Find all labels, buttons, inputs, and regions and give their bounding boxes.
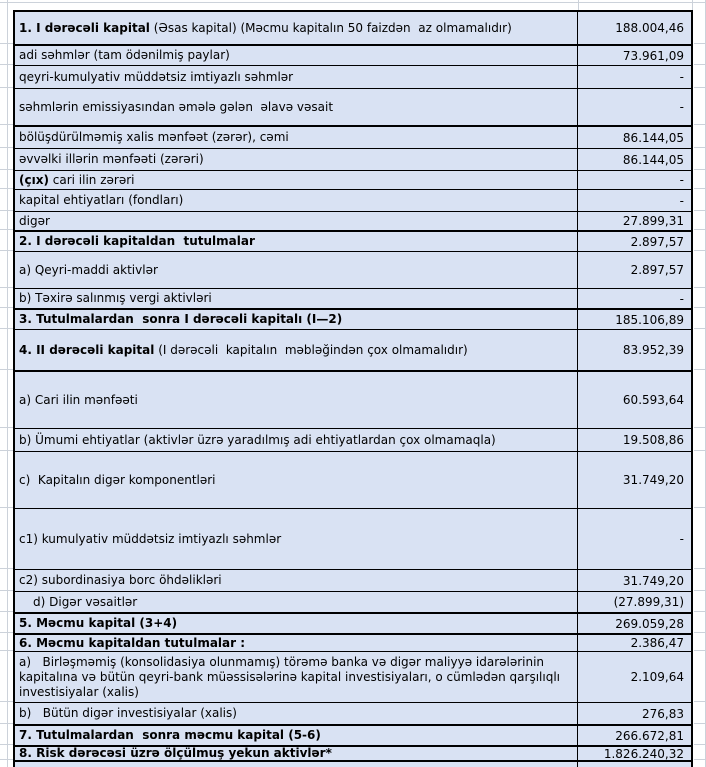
row-label-text xyxy=(19,728,321,743)
row-label[interactable] xyxy=(15,330,578,370)
table-row xyxy=(15,569,691,591)
margin-tick-left xyxy=(0,632,13,633)
gridline-column-divider-above-table xyxy=(578,0,579,10)
row-value[interactable]: 266.672,81 xyxy=(615,728,684,743)
row-label-rest-part: cari ilin zərəri xyxy=(48,172,135,187)
row-label-text xyxy=(19,100,333,115)
margin-tick-right xyxy=(694,210,706,211)
row-label[interactable] xyxy=(15,570,578,591)
row-label-text xyxy=(19,234,255,249)
table-row xyxy=(15,230,691,251)
row-value[interactable]: 1.826.240,32 xyxy=(603,747,684,760)
row-value[interactable]: 269.059,28 xyxy=(615,616,684,631)
row-label-rest-part: bölüşdürülməmiş xalis mənfəət (zərər), cəmi xyxy=(19,130,289,144)
row-value[interactable]: 2.109,64 xyxy=(630,670,684,684)
row-label-bold-part: 6. Məcmu kapitaldan tutulmalar : xyxy=(19,635,246,650)
row-label-rest-part: qeyri-kumulyativ müddətsiz imtiyazlı səhmlər xyxy=(19,69,294,84)
row-value[interactable]: 2.897,57 xyxy=(630,234,684,249)
row-label-text xyxy=(19,343,468,358)
table-row xyxy=(15,44,691,65)
partial-next-row xyxy=(13,762,693,767)
row-label-text xyxy=(19,636,245,651)
row-label-text xyxy=(19,70,293,85)
row-label-text xyxy=(19,655,573,700)
row-label-text xyxy=(19,312,342,327)
table-row xyxy=(15,308,691,329)
row-label-bold-part: 1. I dərəcəli kapital xyxy=(19,20,150,35)
margin-tick-left xyxy=(0,328,13,329)
row-label[interactable] xyxy=(15,12,578,44)
row-label-text xyxy=(19,263,158,278)
row-label-rest-part: b) Təxirə salınmış vergi aktivləri xyxy=(19,291,212,305)
margin-tick-right xyxy=(694,287,706,288)
row-label-bold-part: 5. Məcmu kapital (3+4) xyxy=(19,616,178,630)
row-label-text xyxy=(19,573,222,588)
table-row xyxy=(15,211,691,230)
row-label[interactable] xyxy=(15,652,578,702)
row-label-text xyxy=(19,48,230,63)
margin-tick-right xyxy=(694,124,706,125)
row-label-rest-part: b) Bütün digər investisiyalar (xalis) xyxy=(19,706,237,720)
table-row xyxy=(15,508,691,569)
table-row xyxy=(15,170,691,189)
gridline-table-right-above xyxy=(692,0,693,10)
table-row xyxy=(15,125,691,148)
gridline-left-vertical xyxy=(7,0,8,767)
margin-tick-right xyxy=(694,759,706,760)
row-value[interactable]: - xyxy=(679,291,684,306)
partial-next-row-value[interactable] xyxy=(578,762,691,767)
row-label[interactable] xyxy=(15,127,578,148)
row-value[interactable]: - xyxy=(679,173,684,187)
margin-tick-right xyxy=(694,590,706,591)
table-row xyxy=(15,329,691,370)
margin-tick-right xyxy=(694,169,706,170)
table-row xyxy=(15,88,691,125)
margin-tick-right xyxy=(694,450,706,451)
row-label-text xyxy=(19,393,138,408)
partial-next-row-label[interactable] xyxy=(15,762,578,767)
table-row xyxy=(15,370,691,428)
row-label-rest-part: (I dərəcəli kapitalın məbləğindən çox olmamalıdır) xyxy=(154,342,468,357)
row-label-text xyxy=(19,130,289,145)
margin-tick-left xyxy=(0,568,13,569)
row-label[interactable] xyxy=(15,89,578,125)
margin-tick-left xyxy=(0,759,13,760)
row-label-rest-part: digər xyxy=(19,213,50,228)
margin-tick-left xyxy=(0,723,13,724)
row-value[interactable]: 185.106,89 xyxy=(615,312,684,327)
table-row xyxy=(15,591,691,612)
row-label-rest-part: əvvəlki illərin mənfəəti (zərəri) xyxy=(19,152,204,166)
row-label-rest-part: d) Digər vəsaitlər xyxy=(33,594,138,609)
margin-tick-right xyxy=(694,147,706,148)
row-value[interactable]: 31.749,20 xyxy=(622,573,684,588)
margin-tick-left xyxy=(0,169,13,170)
margin-tick-right xyxy=(694,229,706,230)
row-label-text xyxy=(19,532,281,547)
capital-table xyxy=(13,10,693,762)
row-label-text xyxy=(19,747,332,760)
row-label[interactable] xyxy=(15,212,578,230)
row-value[interactable]: - xyxy=(679,532,684,546)
table-row xyxy=(15,612,691,633)
row-label[interactable] xyxy=(15,509,578,569)
margin-tick-left xyxy=(0,701,13,702)
margin-tick-left xyxy=(0,650,13,651)
margin-tick-left xyxy=(0,124,13,125)
row-value[interactable]: 276,83 xyxy=(642,706,684,721)
table-row xyxy=(15,148,691,170)
row-label-text xyxy=(19,473,216,488)
margin-tick-left xyxy=(0,229,13,230)
table-row xyxy=(15,251,691,288)
margin-tick-right xyxy=(694,64,706,65)
row-label[interactable] xyxy=(15,310,578,329)
margin-tick-right xyxy=(694,744,706,745)
margin-tick-right xyxy=(694,87,706,88)
row-value[interactable]: 188.004,46 xyxy=(615,21,684,35)
row-label-text xyxy=(19,214,50,229)
row-label[interactable] xyxy=(15,726,578,745)
margin-tick-right xyxy=(694,701,706,702)
row-label-bold-part: 3. Tutulmalardan sonra I dərəcəli kapitalı (I—2) xyxy=(19,312,343,326)
row-label[interactable] xyxy=(15,635,578,651)
row-label-rest-part: adi səhmlər (tam ödənilmiş paylar) xyxy=(19,48,230,62)
margin-tick-left xyxy=(0,307,13,308)
margin-tick-left xyxy=(0,87,13,88)
margin-tick-right xyxy=(694,611,706,612)
margin-tick-right xyxy=(694,427,706,428)
table-row xyxy=(15,189,691,211)
row-label-text xyxy=(19,291,212,306)
row-value[interactable]: 86.144,05 xyxy=(622,130,684,145)
row-value[interactable]: 60.593,64 xyxy=(622,393,684,407)
row-label-bold-part: (çıx) xyxy=(19,172,49,187)
margin-tick-left xyxy=(0,64,13,65)
row-label-rest-part: a) Cari ilin mənfəəti xyxy=(19,392,138,407)
row-value[interactable]: 83.952,39 xyxy=(622,343,684,357)
margin-tick-left xyxy=(0,450,13,451)
row-label[interactable] xyxy=(15,747,578,760)
row-label[interactable] xyxy=(15,232,578,251)
margin-tick-left xyxy=(0,210,13,211)
row-value[interactable]: 86.144,05 xyxy=(622,152,684,167)
row-label[interactable] xyxy=(15,46,578,65)
row-label[interactable] xyxy=(15,66,578,88)
row-label[interactable] xyxy=(15,614,578,633)
row-value[interactable]: 73.961,09 xyxy=(622,48,684,63)
row-label-bold-part: 7. Tutulmalardan sonra məcmu kapital (5-6) xyxy=(19,728,321,742)
row-label-text xyxy=(19,193,183,208)
row-label-rest-part: c2) subordinasiya borc öhdəlikləri xyxy=(19,573,222,587)
row-label[interactable] xyxy=(15,429,578,451)
margin-tick-left xyxy=(0,250,13,251)
margin-tick-right xyxy=(694,723,706,724)
margin-tick-right xyxy=(694,250,706,251)
row-label[interactable] xyxy=(15,171,578,189)
row-label-rest-part: c) Kapitalın digər komponentləri xyxy=(19,472,216,487)
table-row xyxy=(15,651,691,702)
row-label[interactable] xyxy=(15,252,578,288)
row-label-text xyxy=(19,21,512,36)
margin-tick-right xyxy=(694,188,706,189)
margin-tick-left xyxy=(0,590,13,591)
row-value[interactable]: 19.508,86 xyxy=(622,433,684,447)
table-row xyxy=(15,65,691,88)
table-row xyxy=(15,12,691,44)
margin-tick-right xyxy=(694,650,706,651)
row-label[interactable] xyxy=(15,452,578,508)
table-row xyxy=(15,451,691,508)
margin-tick-left xyxy=(0,43,13,44)
table-row xyxy=(15,288,691,308)
row-value[interactable]: 27.899,31 xyxy=(622,214,684,228)
table-row xyxy=(15,633,691,651)
row-value[interactable]: 31.749,20 xyxy=(622,473,684,487)
margin-tick-left xyxy=(0,188,13,189)
row-value[interactable]: - xyxy=(679,70,684,84)
row-label[interactable] xyxy=(15,592,578,612)
row-value[interactable]: 2.386,47 xyxy=(630,636,684,650)
margin-tick-left xyxy=(0,147,13,148)
row-label-rest-part: (Əsas kapital) (Məcmu kapitalın 50 faizdən az olmamalıdır) xyxy=(149,20,512,35)
row-label[interactable] xyxy=(15,289,578,308)
row-label-text xyxy=(19,173,134,188)
margin-tick-left xyxy=(0,507,13,508)
row-label-text xyxy=(19,433,496,448)
row-label-bold-part: 2. I dərəcəli kapitaldan tutulmalar xyxy=(19,234,255,248)
row-label-rest-part: kapital ehtiyatları (fondları) xyxy=(19,193,184,207)
row-label[interactable] xyxy=(15,703,578,724)
row-value[interactable]: - xyxy=(679,193,684,208)
margin-tick-right xyxy=(694,328,706,329)
row-label-text xyxy=(19,616,177,631)
row-label-rest-part: a) Qeyri-maddi aktivlər xyxy=(19,262,158,277)
margin-tick-right xyxy=(694,507,706,508)
table-row xyxy=(15,745,691,760)
row-value[interactable]: - xyxy=(679,100,684,114)
table-row xyxy=(15,428,691,451)
table-row xyxy=(15,702,691,724)
margin-tick-right xyxy=(694,632,706,633)
margin-tick-right xyxy=(694,369,706,370)
row-label-rest-part: a) Birləşməmiş (konsolidasiya olunmamış) törəmə banka və digər maliyyə idarələrinin kapitalına və bütün qeyri-bank müəssisələrinə kapital investisiyaları, o cümlədən qarşılıqlı investisiyalar (xalis) xyxy=(19,654,564,699)
margin-tick-right xyxy=(694,568,706,569)
row-label[interactable] xyxy=(15,149,578,170)
row-value[interactable]: 2.897,57 xyxy=(630,263,684,277)
row-value[interactable]: (27.899,31) xyxy=(613,595,684,609)
table-row xyxy=(15,724,691,745)
row-label[interactable] xyxy=(15,190,578,211)
row-label-rest-part: b) Ümumi ehtiyatlar (aktivlər üzrə yaradılmış adi ehtiyatlardan çox olmamaqla) xyxy=(19,432,496,447)
row-label-bold-part: 4. II dərəcəli kapital xyxy=(19,342,155,357)
row-label-rest-part: c1) kumulyativ müddətsiz imtiyazlı səhmlər xyxy=(19,531,282,546)
margin-tick-right xyxy=(694,307,706,308)
gridline-top-horizontal xyxy=(0,2,706,3)
row-label-text xyxy=(33,595,137,610)
row-label-bold-part: 8. Risk dərəcəsi üzrə ölçülmuş yekun aktivlər* xyxy=(19,747,332,760)
row-label-text xyxy=(19,706,237,721)
margin-tick-right xyxy=(694,43,706,44)
row-label[interactable] xyxy=(15,372,578,428)
row-label-text xyxy=(19,152,204,167)
margin-tick-left xyxy=(0,611,13,612)
margin-tick-left xyxy=(0,427,13,428)
row-label-rest-part: səhmlərin emissiyasından əmələ gələn əlavə vəsait xyxy=(19,99,334,114)
margin-tick-left xyxy=(0,287,13,288)
margin-tick-left xyxy=(0,369,13,370)
margin-tick-left xyxy=(0,744,13,745)
